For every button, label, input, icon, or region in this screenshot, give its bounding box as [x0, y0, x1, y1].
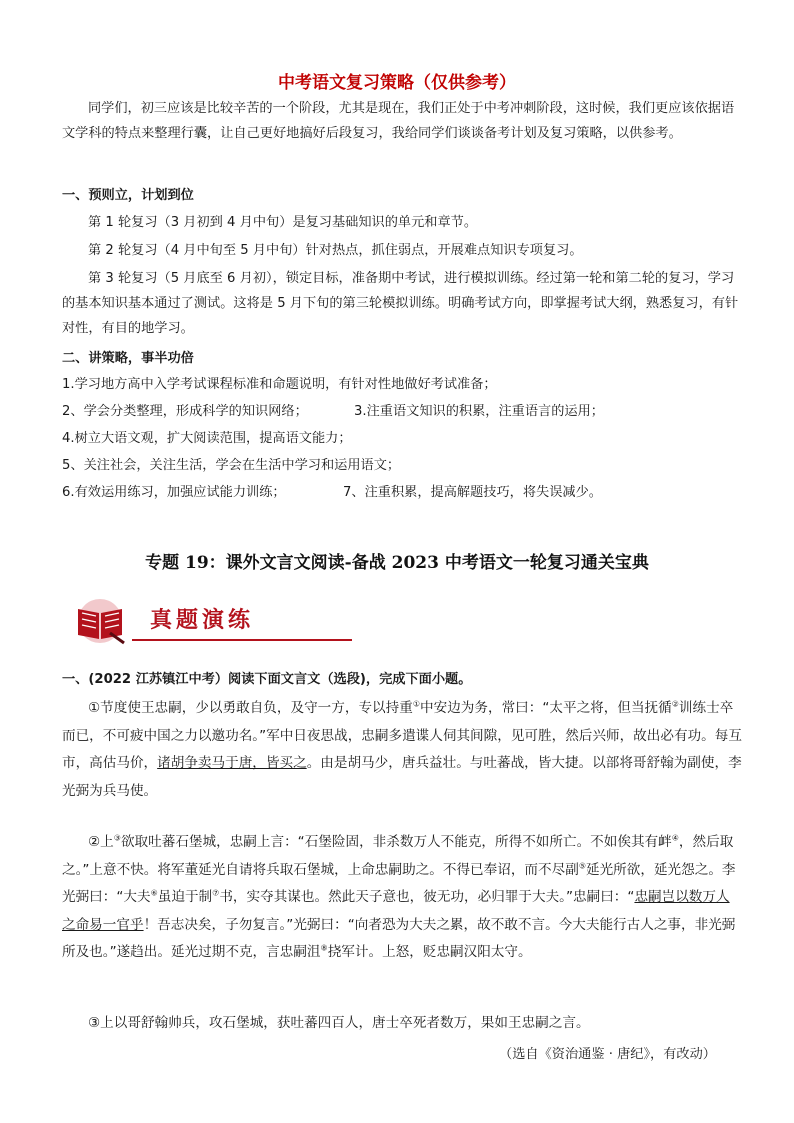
note-marker: ③ [113, 833, 121, 843]
section1-heading: 一、预则立，计划到位 [62, 188, 194, 203]
passage-text: ①节度使王忠嗣，少以勇敢自负，及守一方，专以持重 [88, 700, 413, 716]
topic-title: 专题 19：课外文言文阅读-备战 2023 中考语文一轮复习通关宝典 [145, 553, 649, 573]
passage-text: 虽迫于制 [157, 889, 213, 905]
passage-text: 训练士卒而已，不可疲中国之力以邀功名。”军中日夜思战，忠嗣多遣谍人伺其间隙，见可胜，然后兴师，故出必有功。每互市，高估马价， [62, 700, 742, 771]
passage-text: ，然后取之。”上意不快。将军董延光自请将兵取石堡城，上命忠嗣助之。不得已奉诏，而不尽副 [62, 834, 734, 878]
round3-text: 第 3 轮复习（5 月底至 6 月初），锁定目标，准备期中考试，进行模拟训练。经过第一轮和第二轮的复习，学习的基本知识基本通过了测试。这将是 5 月下旬的第三轮模拟训练。明确考试方向，即掌握考试大纲，熟悉复习，有针对性，有目的地学习。 [62, 271, 739, 336]
strategy-item-2: 2、学会分类整理，形成科学的知识网络； [62, 404, 308, 419]
note-marker: ⑧ [320, 943, 328, 953]
main-title: 中考语文复习策略（仅供参考） [278, 73, 516, 93]
passage-text: 书，实夺其谋也。然此天子意也，彼无功，必归罪于大夫。”忠嗣曰：“ [219, 889, 635, 905]
passage-paragraph-3: ③上以哥舒翰帅兵，攻石堡城，获吐蕃四百人，唐士卒死者数万，果如王忠嗣之言。 [88, 1015, 590, 1031]
passage-text: 中安边为务，常曰：“太平之将，但当抚循 [420, 700, 672, 716]
passage-text: ！吾志决矣，子勿复言。”光弼曰：“向者恐为大夫之累，故不敢不言。今大夫能行古人之事，非光弼所及也。”遂趋出。延光过期不克，言忠嗣沮 [62, 916, 736, 960]
note-marker: ② [671, 699, 679, 709]
passage-text: 欲取吐蕃石堡城，忠嗣上言：“石堡险固，非杀数万人不能克，所得不如所亡。不如俟其有衅 [120, 834, 672, 850]
banner-underline [132, 639, 352, 641]
book-icon [70, 595, 130, 645]
section2-heading: 二、讲策略，事半功倍 [62, 351, 194, 366]
strategy-item-7: 7、注重积累，提高解题技巧，将失误减少。 [343, 485, 602, 500]
underlined-sentence: 诸胡争卖马于唐，皆买之 [157, 755, 307, 771]
note-marker: ④ [671, 833, 679, 843]
intro-paragraph: 同学们，初三应该是比较辛苦的一个阶段，尤其是现在，我们正处于中考冲刺阶段，这时候，我们更应该依据语文学科的特点来整理行囊，让自己更好地搞好后段复习，我给同学们谈谈备考计划及复习策略，以供参考。 [62, 101, 735, 141]
underlined-sentence: 忠嗣岂以数万人之命易一官乎 [62, 889, 730, 933]
round2-text: 第 2 轮复习（4 月中旬至 5 月中旬）针对热点，抓住弱点，开展难点知识专项复习。 [88, 243, 583, 258]
round1-text: 第 1 轮复习（3 月初到 4 月中旬）是复习基础知识的单元和章节。 [88, 215, 478, 230]
passage-text: 。由是胡马少，唐兵益壮。与吐蕃战，皆大捷。以部将哥舒翰为副使，李光弼为兵马使。 [62, 755, 742, 799]
passage-text: 挠军计。上怒，贬忠嗣汉阳太守。 [327, 944, 532, 960]
banner-title: 真题演练 [150, 607, 255, 633]
passage-paragraph-2 [62, 829, 742, 967]
note-marker: ⑦ [212, 888, 220, 898]
note-marker: ① [412, 699, 421, 709]
question-title: 一、(2022 江苏镇江中考）阅读下面文言文（选段)，完成下面小题。 [62, 672, 472, 687]
note-marker: ⑤ [578, 860, 586, 870]
strategy-item-4: 4.树立大语文观，扩大阅读范围，提高语文能力； [62, 431, 352, 446]
note-marker: ⑥ [150, 888, 158, 898]
strategy-item-5: 5、关注社会，关注生活，学会在生活中学习和运用语文； [62, 458, 401, 473]
section-banner [70, 595, 290, 645]
strategy-item-6: 6.有效运用练习，加强应试能力训练； [62, 485, 286, 500]
passage-text: 延光所欲，延光怨之。李光弼曰：“大夫 [62, 861, 736, 905]
strategy-item-3: 3.注重语文知识的积累，注重语言的运用； [354, 404, 604, 419]
passage-source: （选自《资治通鉴 · 唐纪》，有改动） [499, 1047, 716, 1062]
passage-paragraph-1 [62, 695, 742, 805]
strategy-item-1: 1.学习地方高中入学考试课程标准和命题说明，有针对性地做好考试准备； [62, 377, 497, 392]
passage-text: ②上 [88, 834, 114, 850]
